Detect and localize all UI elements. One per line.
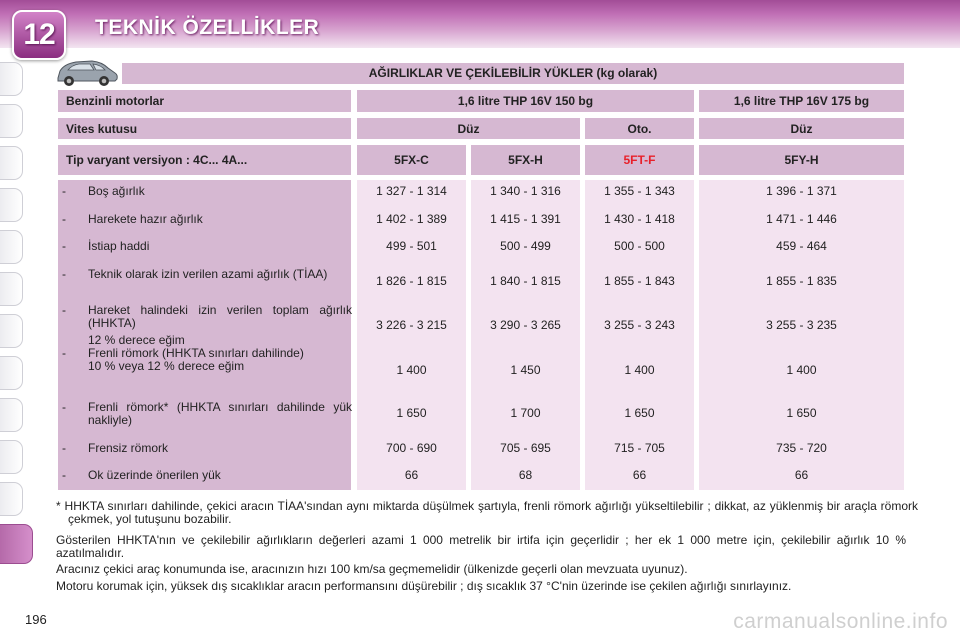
table-cell: 1 400 bbox=[624, 363, 655, 377]
table-cell: 3 255 - 3 235 bbox=[766, 318, 837, 332]
table-cell: 705 - 695 bbox=[500, 441, 551, 455]
chapter-tab[interactable] bbox=[0, 146, 23, 180]
row-label-text: Frenli römork (HHKTA sınırları dahilinde) bbox=[88, 346, 304, 360]
table-cell: 3 290 - 3 265 bbox=[490, 318, 561, 332]
chapter-badge[interactable] bbox=[12, 10, 66, 60]
table-cell: 1 355 - 1 343 bbox=[604, 184, 675, 198]
gearbox-label: Vites kutusu bbox=[58, 118, 351, 139]
variant-label: Tip varyant versiyon : 4C... 4A... bbox=[58, 145, 351, 175]
table-row-label bbox=[62, 401, 352, 427]
variant-3: 5FT-F bbox=[585, 145, 694, 175]
table-cell: 735 - 720 bbox=[776, 441, 827, 455]
table-cell: 66 bbox=[794, 468, 809, 482]
table-cell: 1 415 - 1 391 bbox=[490, 212, 561, 226]
table-cell: 1 855 - 1 835 bbox=[766, 274, 837, 288]
table-cell: 1 650 bbox=[786, 406, 817, 420]
chapter-tab[interactable] bbox=[0, 272, 23, 306]
table-cell: 1 400 bbox=[396, 363, 427, 377]
row-dash: - bbox=[62, 212, 66, 226]
table-cell: 1 450 bbox=[510, 363, 541, 377]
variant-4: 5FY-H bbox=[699, 145, 904, 175]
row-dash: - bbox=[62, 441, 66, 455]
table-cell: 66 bbox=[632, 468, 647, 482]
table-row-label bbox=[62, 240, 352, 253]
table-row-label bbox=[62, 442, 352, 455]
chapter-tabs bbox=[0, 62, 24, 572]
table-cell: 3 226 - 3 215 bbox=[376, 318, 447, 332]
variant-2: 5FX-H bbox=[471, 145, 580, 175]
table-cell: 1 327 - 1 314 bbox=[376, 184, 447, 198]
engine-label: Benzinli motorlar bbox=[58, 90, 351, 112]
row-dash: - bbox=[62, 239, 66, 253]
row-label-text: Ok üzerinde önerilen yük bbox=[88, 468, 221, 482]
row-label-text: Hareket halindeki izin verilen toplam ağırlık (HHKTA) bbox=[88, 303, 352, 330]
row-dash: - bbox=[62, 184, 66, 198]
table-cell: 3 255 - 3 243 bbox=[604, 318, 675, 332]
row-dash: - bbox=[62, 346, 66, 360]
table-cell: 66 bbox=[404, 468, 419, 482]
row-label-text: Frensiz römork bbox=[88, 441, 169, 455]
chapter-tab[interactable] bbox=[0, 188, 23, 222]
table-cell: 1 471 - 1 446 bbox=[766, 212, 837, 226]
table-cell: 1 400 bbox=[786, 363, 817, 377]
chapter-tab[interactable] bbox=[0, 104, 23, 138]
table-cell: 500 - 499 bbox=[500, 239, 551, 253]
chapter-tab[interactable] bbox=[0, 356, 23, 390]
table-cell: 500 - 500 bbox=[614, 239, 665, 253]
table-cell: 1 340 - 1 316 bbox=[490, 184, 561, 198]
variant-1: 5FX-C bbox=[357, 145, 466, 175]
table-cell: 499 - 501 bbox=[386, 239, 437, 253]
table-row-label bbox=[62, 469, 352, 482]
chapter-tab[interactable] bbox=[0, 440, 23, 474]
gearbox-1: Düz bbox=[357, 118, 580, 139]
table-cell: 700 - 690 bbox=[386, 441, 437, 455]
row-post-text: 10 % veya 12 % derece eğim bbox=[88, 359, 245, 373]
table-cell: 715 - 705 bbox=[614, 441, 665, 455]
table-cell: 459 - 464 bbox=[776, 239, 827, 253]
row-dash: - bbox=[62, 468, 66, 482]
chapter-tab-active[interactable] bbox=[0, 524, 33, 564]
table-cell: 1 430 - 1 418 bbox=[604, 212, 675, 226]
engine-1: 1,6 litre THP 16V 150 bg bbox=[357, 90, 694, 112]
table-row-label bbox=[62, 185, 352, 198]
row-label-text: Boş ağırlık bbox=[88, 184, 145, 198]
table-cell: 68 bbox=[518, 468, 533, 482]
page-title: TEKNİK ÖZELLİKLER bbox=[95, 16, 320, 39]
chapter-tab[interactable] bbox=[0, 230, 23, 264]
note-temperature: Motoru korumak için, yüksek dış sıcaklıklar aracın performansını düşürebilir ; dış sıcaklık 37 °C'nin üzerinde ise çekilen ağırlığı sınırlayınız. bbox=[56, 579, 792, 593]
chapter-tab[interactable] bbox=[0, 314, 23, 348]
chapter-tab[interactable] bbox=[0, 62, 23, 96]
row-pre-text: 12 % derece eğim bbox=[88, 333, 185, 347]
engine-2: 1,6 litre THP 16V 175 bg bbox=[699, 90, 904, 112]
table-cell: 1 826 - 1 815 bbox=[376, 274, 447, 288]
table-banner: AĞIRLIKLAR VE ÇEKİLEBİLİR YÜKLER (kg olarak) bbox=[122, 63, 904, 84]
chapter-tab[interactable] bbox=[0, 482, 23, 516]
gearbox-3: Düz bbox=[699, 118, 904, 139]
gearbox-2: Oto. bbox=[585, 118, 694, 139]
table-row-label bbox=[62, 268, 352, 281]
row-label-text: Frenli römork* (HHKTA sınırları dahilinde yük nakliyle) bbox=[88, 400, 352, 427]
row-dash: - bbox=[62, 267, 66, 281]
page-number: 196 bbox=[25, 612, 47, 627]
table-row-label bbox=[62, 304, 352, 330]
footnote: * HHKTA sınırları dahilinde, çekici aracın TİAA'sından aynı miktarda düşülmek şartıyla, frenli römork ağırlığı yükseltilebilir ; dikkat, az yüklenmiş bir araçla römork çekmek, yol tutuşunu bozabilir. bbox=[56, 499, 918, 526]
table-cell: 1 650 bbox=[396, 406, 427, 420]
chapter-tab[interactable] bbox=[0, 398, 23, 432]
table-cell: 1 396 - 1 371 bbox=[766, 184, 837, 198]
table-cell: 1 402 - 1 389 bbox=[376, 212, 447, 226]
row-dash: - bbox=[62, 400, 66, 414]
table-row-label bbox=[62, 213, 352, 226]
car-icon bbox=[52, 56, 120, 88]
note-speed: Aracınız çekici araç konumunda ise, aracınızın hızı 100 km/sa geçmemelidir (ülkenizde geçerli olan mevzuata uyunuz). bbox=[56, 562, 688, 576]
watermark: carmanualsonline.info bbox=[733, 610, 948, 633]
table-cell: 1 700 bbox=[510, 406, 541, 420]
table-cell: 1 855 - 1 843 bbox=[604, 274, 675, 288]
row-label-text: İstiap haddi bbox=[88, 239, 150, 253]
table-row-label bbox=[62, 334, 352, 373]
row-dash: - bbox=[62, 303, 66, 317]
chapter-number: 12 bbox=[23, 18, 55, 51]
row-label-text: Teknik olarak izin verilen azami ağırlık (TİAA) bbox=[88, 267, 328, 281]
table-cell: 1 650 bbox=[624, 406, 655, 420]
note-altitude: Gösterilen HHKTA'nın ve çekilebilir ağırlıkların değerleri azami 1 000 metrelik bir irtifa için geçerlidir ; her ek 1 000 metre için, çekilebilir ağırlık 10 % azatılmalıdır. bbox=[56, 533, 906, 560]
row-label-text: Harekete hazır ağırlık bbox=[88, 212, 203, 226]
table-cell: 1 840 - 1 815 bbox=[490, 274, 561, 288]
